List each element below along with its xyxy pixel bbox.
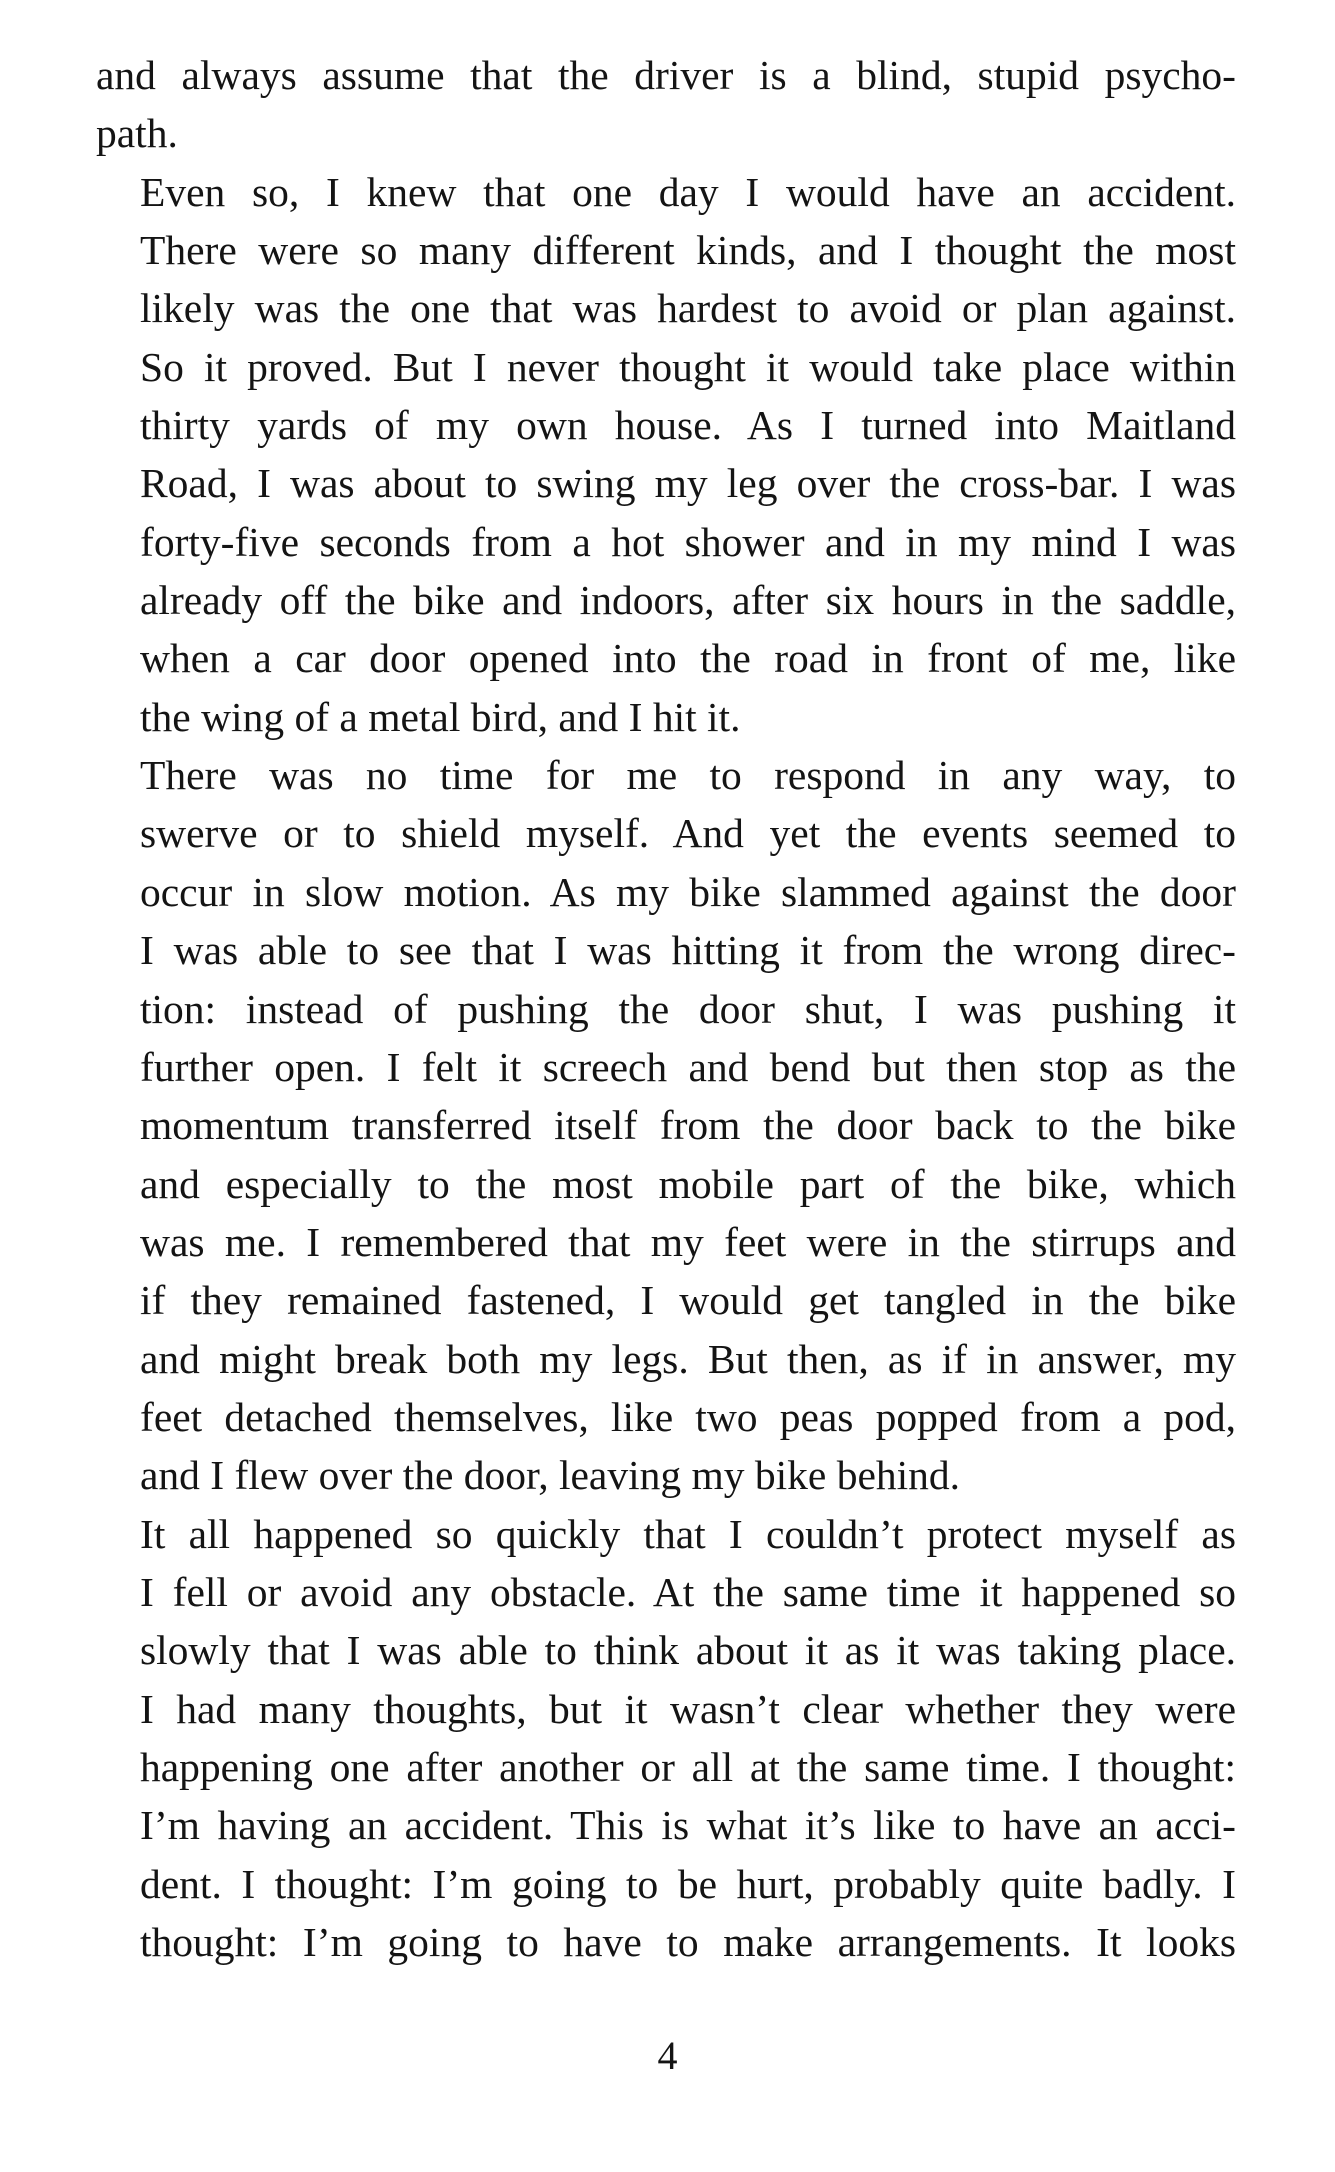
text-line: There was no time for me to respond in any way, to: [140, 752, 1236, 799]
text-line: when a car door opened into the road in front of me, like: [140, 635, 1236, 682]
text-line: So it proved. But I never thought it would take place within: [140, 343, 1236, 390]
paragraph: [96, 746, 1236, 1504]
text-line: path.: [96, 110, 178, 157]
text-line: I fell or avoid any obstacle. At the same time it happened so: [140, 1568, 1236, 1615]
text-line: momentum transferred itself from the door back to the bike: [140, 1102, 1236, 1149]
paragraph: [96, 163, 1236, 746]
text-line: I had many thoughts, but it wasn’t clear whether they were: [140, 1685, 1236, 1732]
text-line: I was able to see that I was hitting it from the wrong direc-: [140, 927, 1236, 974]
text-line: swerve or to shield myself. And yet the events seemed to: [140, 810, 1236, 857]
text-line: happening one after another or all at the same time. I thought:: [140, 1743, 1236, 1790]
text-line: Road, I was about to swing my leg over the cross-bar. I was: [140, 460, 1236, 507]
text-line: further open. I felt it screech and bend but then stop as the: [140, 1043, 1236, 1090]
text-line: Even so, I knew that one day I would have an accident.: [140, 168, 1236, 215]
text-line: and I flew over the door, leaving my bike behind.: [140, 1452, 961, 1499]
text-line: and especially to the most mobile part of the bike, which: [140, 1160, 1236, 1207]
text-line: if they remained fastened, I would get tangled in the bike: [140, 1277, 1236, 1324]
text-line: and always assume that the driver is a blind, stupid psycho-: [96, 52, 1236, 98]
text-line: forty-five seconds from a hot shower and in my mind I was: [140, 518, 1236, 565]
text-line: tion: instead of pushing the door shut, I was pushing it: [140, 985, 1236, 1032]
text-line: slowly that I was able to think about it as it was taking place.: [140, 1627, 1236, 1674]
text-line: dent. I thought: I’m going to be hurt, probably quite badly. I: [140, 1860, 1236, 1907]
paragraph: [96, 1505, 1236, 1972]
text-line: likely was the one that was hardest to avoid or plan against.: [140, 285, 1236, 332]
text-line: the wing of a metal bird, and I hit it.: [140, 693, 741, 740]
text-line: feet detached themselves, like two peas popped from a pod,: [140, 1393, 1236, 1440]
text-line: thirty yards of my own house. As I turned into Maitland: [140, 402, 1236, 449]
text-line: I’m having an accident. This is what it’s like to have an acci-: [140, 1802, 1236, 1849]
text-line: was me. I remembered that my feet were in the stirrups and: [140, 1218, 1236, 1265]
page-body: [96, 46, 1236, 1971]
text-line: already off the bike and indoors, after six hours in the saddle,: [140, 577, 1236, 624]
text-line: occur in slow motion. As my bike slammed against the door: [140, 868, 1236, 915]
page-number: 4: [657, 2033, 678, 2078]
text-line: and might break both my legs. But then, as if in answer, my: [140, 1335, 1236, 1382]
text-line: There were so many different kinds, and I thought the most: [140, 227, 1236, 274]
text-line: thought: I’m going to have to make arrangements. It looks: [140, 1919, 1236, 1965]
text-line: It all happened so quickly that I couldn’t protect myself as: [140, 1510, 1236, 1557]
paragraph: [96, 46, 1236, 163]
